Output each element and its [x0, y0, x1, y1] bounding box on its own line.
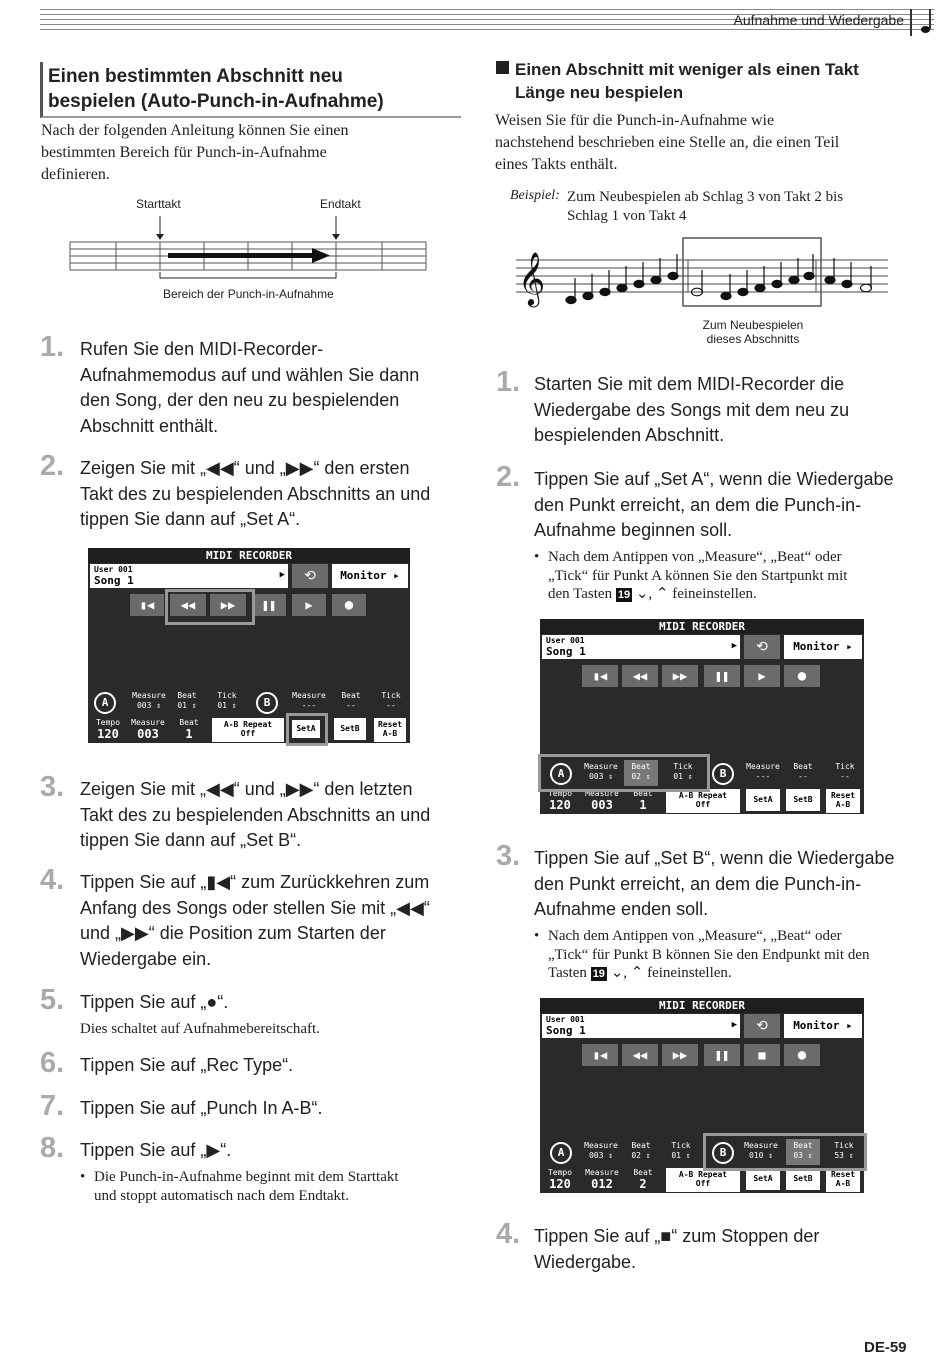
set-b-button[interactable]: SetB — [786, 1168, 820, 1190]
step-number: 4. — [496, 1218, 521, 1250]
stop-button[interactable]: ■ — [744, 1044, 780, 1066]
a-tick-field[interactable]: Tick 01 ⇕ — [217, 691, 237, 710]
tempo-field[interactable]: Tempo 120 ⇕ — [547, 789, 573, 826]
a-beat-field[interactable]: Beat 01 ⇕ — [177, 691, 197, 710]
measure-display: Measure 012 — [585, 1168, 619, 1191]
set-a-button[interactable]: SetA — [292, 720, 320, 738]
step-number: 4. — [40, 864, 65, 896]
step-text: Tippen Sie auf „▶“. — [80, 1140, 232, 1160]
screen-title: MIDI RECORDER — [540, 619, 864, 634]
beat-display: Beat 2 — [633, 1168, 653, 1191]
beat-display: Beat 1 — [179, 718, 199, 741]
set-b-button[interactable]: SetB — [786, 789, 820, 811]
point-a-icon: A — [94, 692, 116, 714]
pause-button[interactable]: ❚❚ — [704, 665, 740, 687]
song-selector[interactable]: User 001 Song 1 ▶ — [542, 635, 740, 659]
left-intro: Nach der folgenden Anleitung können Sie einen bestimmten Bereich für Punch-in-Aufnahme definieren. — [41, 122, 349, 183]
step-text: Tippen Sie auf „▮◀“ zum Zurückkehren zum Anfang des Songs oder stellen Sie mit „◀◀“ und „▶▶“ die Position zum Starten der Wiedergabe ein. — [80, 872, 430, 969]
screen-title: MIDI RECORDER — [88, 548, 410, 563]
record-button[interactable]: ● — [332, 594, 366, 616]
b-measure-field[interactable]: Measure 010 ⇕ — [744, 1141, 778, 1160]
b-beat-field[interactable]: Beat 03 ⇕ — [786, 1139, 820, 1165]
step-text: Tippen Sie auf „●“. — [80, 992, 229, 1012]
rewind-to-start-button[interactable]: ▮◀ — [582, 1044, 618, 1066]
step-number: 3. — [496, 840, 521, 872]
step-number: 2. — [496, 461, 521, 493]
rewind-button[interactable]: ◀◀ — [622, 1044, 658, 1066]
rewind-button[interactable]: ◀◀ — [622, 665, 658, 687]
step-number: 2. — [40, 450, 65, 482]
step-number: 7. — [40, 1090, 65, 1122]
rewind-button[interactable]: ◀◀ — [170, 594, 206, 616]
step-number: 3. — [40, 771, 65, 803]
fast-forward-button[interactable]: ▶▶ — [210, 594, 246, 616]
step-number: 6. — [40, 1047, 65, 1079]
b-beat-field[interactable]: Beat -- — [341, 691, 361, 710]
left-heading: Einen bestimmten Abschnitt neu bespielen (Auto-Punch-in-Aufnahme) — [48, 66, 384, 112]
tempo-field[interactable]: Tempo 120 ⇕ — [95, 718, 121, 755]
song-selector[interactable]: User 001 Song 1 ▶ — [542, 1014, 740, 1038]
start-measure-label: Starttakt — [136, 197, 181, 211]
set-a-button[interactable]: SetA — [746, 1168, 780, 1190]
example-text: Zum Neubespielen ab Schlag 3 von Takt 2 bis Schlag 1 von Takt 4 — [567, 189, 844, 224]
fast-forward-button[interactable]: ▶▶ — [662, 1044, 698, 1066]
record-button[interactable]: ● — [784, 665, 820, 687]
fast-forward-button[interactable]: ▶▶ — [662, 665, 698, 687]
b-measure-field[interactable]: Measure --- — [746, 762, 780, 781]
loop-button[interactable]: ⟲ — [744, 1014, 780, 1038]
step-text: Zeigen Sie mit „◀◀“ und „▶▶“ den letzten Takt des zu bespielenden Abschnitts an und tippen Sie dann auf „Set B“. — [80, 779, 431, 851]
reset-ab-button[interactable]: Reset A-B — [374, 718, 406, 742]
step-text: Tippen Sie auf „■“ zum Stoppen der Wiedergabe. — [534, 1226, 820, 1272]
b-tick-field[interactable]: Tick 53 ⇕ — [834, 1141, 854, 1160]
ab-repeat-button[interactable]: A-B Repeat Off — [666, 1168, 740, 1192]
point-a-icon: A — [550, 1142, 572, 1164]
loop-button[interactable]: ⟲ — [744, 635, 780, 659]
a-tick-field[interactable]: Tick 01 ⇕ — [671, 1141, 691, 1160]
end-measure-label: Endtakt — [320, 197, 361, 211]
b-tick-field[interactable]: Tick -- — [835, 762, 855, 781]
key-19-icon: 19 — [617, 589, 631, 601]
a-tick-field[interactable]: Tick 01 ⇕ — [673, 762, 693, 781]
b-beat-field[interactable]: Beat -- — [793, 762, 813, 781]
arrow-right-icon: ▶ — [279, 570, 285, 580]
b-tick-field[interactable]: Tick -- — [381, 691, 401, 710]
a-beat-field[interactable]: Beat 02 ⇕ — [631, 1141, 651, 1160]
highlight-frame — [165, 589, 255, 625]
bullet-dot: • — [534, 928, 540, 944]
rewind-to-start-button[interactable]: ▮◀ — [130, 594, 164, 616]
arrow-right-icon: ▶ — [731, 1020, 737, 1030]
section-title: Aufnahme und Wiedergabe — [733, 12, 904, 28]
monitor-button[interactable]: Monitor ▸ — [784, 1014, 862, 1038]
rewind-to-start-button[interactable]: ▮◀ — [582, 665, 618, 687]
monitor-button[interactable]: Monitor ▸ — [784, 635, 862, 659]
ab-repeat-button[interactable]: A-B Repeat Off — [212, 718, 284, 742]
step-text: Starten Sie mit dem MIDI-Recorder die Wiedergabe des Songs mit dem neu zu bespielenden Abschnitt. — [534, 374, 850, 446]
a-measure-field[interactable]: Measure 003 ⇕ — [584, 1141, 618, 1160]
step-bullet: Nach dem Antippen von „Measure“, „Beat“ oder „Tick“ für Punkt A können Sie den Startpunkt mit den Tasten 19 ⌄, ⌃ feineinstellen. — [548, 549, 848, 602]
highlight-frame — [286, 713, 328, 746]
pause-button[interactable]: ❚❚ — [252, 594, 286, 616]
reset-ab-button[interactable]: Reset A-B — [826, 789, 860, 813]
song-selector[interactable]: User 001 Song 1 ▶ — [90, 564, 288, 588]
loop-button[interactable]: ⟲ — [292, 564, 328, 588]
bullet-dot: • — [80, 1169, 86, 1185]
point-b-icon: B — [712, 763, 734, 785]
range-label: Bereich der Punch-in-Aufnahme — [163, 287, 334, 301]
example-label: Beispiel: — [510, 188, 560, 203]
point-b-icon: B — [712, 1142, 734, 1164]
play-button[interactable]: ▶ — [744, 665, 780, 687]
pause-button[interactable]: ❚❚ — [704, 1044, 740, 1066]
step-text: Tippen Sie auf „Punch In A-B“. — [80, 1098, 323, 1118]
step-text: Tippen Sie auf „Set A“, wenn die Wiedergabe den Punkt erreicht, an dem die Punch-in- Aufnahme beginnen soll. — [534, 469, 894, 541]
monitor-button[interactable]: Monitor ▸ — [332, 564, 408, 588]
square-bullet-icon — [496, 61, 509, 74]
step-number: 1. — [496, 366, 521, 398]
arrow-right-icon: ▶ — [731, 641, 737, 651]
step-number: 8. — [40, 1132, 65, 1164]
chevron-up-icon: ⌃ — [655, 586, 669, 602]
note-icon — [921, 26, 930, 33]
point-a-icon: A — [550, 763, 572, 785]
a-measure-field[interactable]: Measure 003 ⇕ — [584, 762, 618, 781]
treble-clef-icon: 𝄞 — [518, 251, 546, 305]
screen-title: MIDI RECORDER — [540, 998, 864, 1013]
step-bullet: Die Punch-in-Aufnahme beginnt mit dem Starttakt und stoppt automatisch nach dem Endtakt. — [94, 1169, 399, 1204]
chevron-up-icon: ⌃ — [630, 965, 644, 981]
ab-repeat-button[interactable]: A-B Repeat Off — [666, 789, 740, 813]
play-button[interactable]: ▶ — [292, 594, 326, 616]
measure-display: Measure 003 — [585, 789, 619, 812]
step-number: 5. — [40, 984, 65, 1016]
set-a-button[interactable]: SetA — [746, 789, 780, 811]
step-text: Zeigen Sie mit „◀◀“ und „▶▶“ den ersten Takt des zu bespielenden Abschnitts an und tippen Sie dann auf „Set A“. — [80, 458, 431, 530]
a-measure-field[interactable]: Measure 003 ⇕ — [132, 691, 166, 710]
music-notation — [514, 236, 892, 308]
chevron-down-icon: ⌄ — [635, 586, 649, 602]
step-text: Tippen Sie auf „Rec Type“. — [80, 1055, 294, 1075]
measure-display: Measure 003 — [131, 718, 165, 741]
chevron-down-icon: ⌄ — [610, 965, 624, 981]
step-text: Tippen Sie auf „Set B“, wenn die Wiedergabe den Punkt erreicht, an dem die Punch-in- Aufnahme enden soll. — [534, 848, 895, 920]
b-measure-field[interactable]: Measure --- — [292, 691, 326, 710]
step-bullet: Nach dem Antippen von „Measure“, „Beat“ oder „Tick“ für Punkt B können Sie den Endpunkt mit den Tasten 19 ⌄, ⌃ feineinstellen. — [548, 928, 870, 981]
midi-recorder-screen — [88, 548, 410, 755]
a-beat-field[interactable]: Beat 02 ⇕ — [624, 760, 658, 786]
step-text: Rufen Sie den MIDI-Recorder- Aufnahmemodus auf und wählen Sie dann den Song, der den neu zu bespielenden Abschnitt enthält. — [80, 339, 420, 436]
step-number: 1. — [40, 331, 65, 363]
right-heading: Einen Abschnitt mit weniger als einen Takt Länge neu bespielen — [515, 60, 859, 102]
reset-ab-button[interactable]: Reset A-B — [826, 1168, 860, 1192]
highlight-frame — [538, 754, 710, 792]
music-caption: Zum Neubespielen dieses Abschnitts — [702, 318, 804, 346]
tempo-field[interactable]: Tempo 120 ⇕ — [547, 1168, 573, 1205]
bullet-dot: • — [534, 549, 540, 565]
step-note: Dies schaltet auf Aufnahmebereitschaft. — [80, 1021, 320, 1037]
highlight-frame — [703, 1133, 867, 1171]
key-19-icon: 19 — [592, 968, 605, 980]
point-b-icon: B — [256, 692, 278, 714]
page-number: DE-59 — [864, 1339, 907, 1356]
right-intro: Weisen Sie für die Punch-in-Aufnahme wie nachstehend beschrieben eine Stelle an, die einen Teil eines Takts enthält. — [495, 112, 840, 173]
set-b-button[interactable]: SetB — [334, 718, 366, 740]
beat-display: Beat 1 — [633, 789, 653, 812]
punch-range-diagram — [68, 212, 430, 292]
record-button[interactable]: ● — [784, 1044, 820, 1066]
